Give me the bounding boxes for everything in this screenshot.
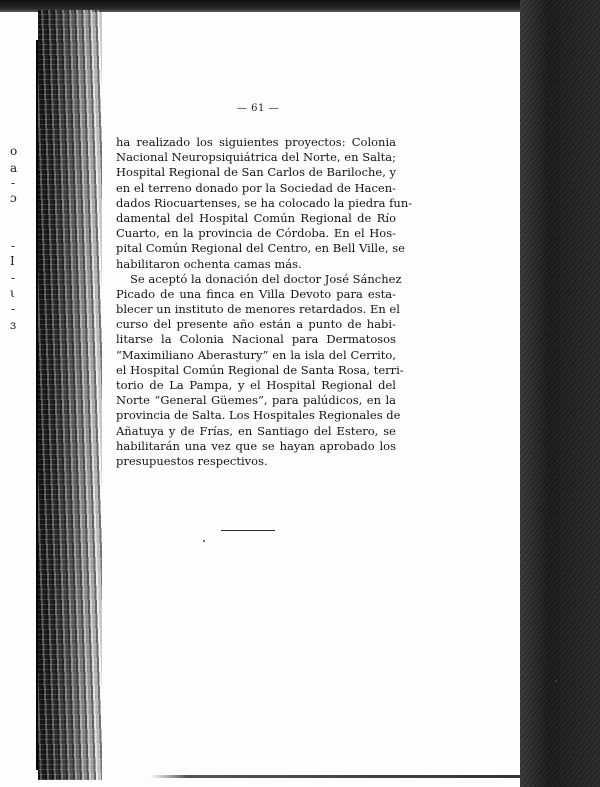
text-line: Se aceptó la donación del doctor José Sánchez <box>130 271 402 286</box>
scan-bottom-edge <box>150 775 520 778</box>
text-line: el Hospital Común Regional de Santa Rosa, terri- <box>116 362 404 377</box>
text-line: Cuarto, en la provincia de Córdoba. En el Hos- <box>116 226 396 241</box>
section-end-rule <box>221 530 275 531</box>
text-line: Norte “General Güemes”, para palúdicos, en la <box>116 393 396 408</box>
facing-page-mark: I <box>10 254 15 268</box>
facing-page-mark: ɔ <box>10 191 17 205</box>
facing-page-mark: ι <box>10 286 15 300</box>
text-line: habilitarán una vez que se hayan aprobado los <box>116 438 396 453</box>
text-line: ha realizado los siguientes proyectos: Colonia <box>116 135 396 149</box>
text-line: curso del presente año están a punto de habi- <box>116 317 396 332</box>
text-line: presupuestos respectivos. <box>116 453 268 468</box>
text-line: torio de La Pampa, y el Hospital Regional del <box>116 378 396 392</box>
text-line: Nacional Neuropsiquiátrica del Norte, en Salta; <box>116 150 396 165</box>
text-line: Hospital Regional de San Carlos de Bariloche, y <box>116 165 397 180</box>
text-line: en el terreno donado por la Sociedad de Hacen- <box>116 180 396 195</box>
book-binding-gutter <box>38 10 102 780</box>
facing-page-mark: a <box>10 161 18 175</box>
facing-page-mark: - <box>11 176 16 190</box>
text-line: Picado de una finca en Villa Devoto para esta- <box>116 286 396 301</box>
page-number: — 61 — <box>236 103 280 114</box>
ink-speck <box>203 540 205 542</box>
paragraph <box>116 271 404 469</box>
facing-page-mark: ɜ <box>10 318 17 332</box>
facing-page-mark: - <box>11 302 16 316</box>
text-line: dados Riocuartenses, se ha colocado la piedra fun- <box>116 195 413 210</box>
text-line: pital Común Regional del Centro, en Bell Ville, se <box>116 241 405 256</box>
scan-right-border <box>520 0 600 787</box>
text-line: habilitaron ochenta camas más. <box>116 256 302 271</box>
facing-page-mark: - <box>11 239 16 253</box>
facing-page-mark: - <box>11 271 16 285</box>
text-line: litarse la Colonia Nacional para Dermatosos <box>116 332 396 347</box>
text-line: Añatuya y de Frías, en Santiago del Estero, se <box>116 423 396 438</box>
body-text <box>116 135 413 469</box>
text-line: damental del Hospital Común Regional de Río <box>116 210 396 225</box>
text-line: provincia de Salta. Los Hospitales Regionales de <box>116 408 401 423</box>
text-line: blecer un instituto de menores retardados. En el <box>116 302 400 317</box>
facing-page-mark: o <box>10 144 18 158</box>
paragraph <box>116 135 413 272</box>
ink-speck <box>555 680 557 682</box>
facing-page-fragments <box>0 0 30 787</box>
text-line: “Maximiliano Aberastury” en la isla del Cerrito, <box>116 347 396 362</box>
